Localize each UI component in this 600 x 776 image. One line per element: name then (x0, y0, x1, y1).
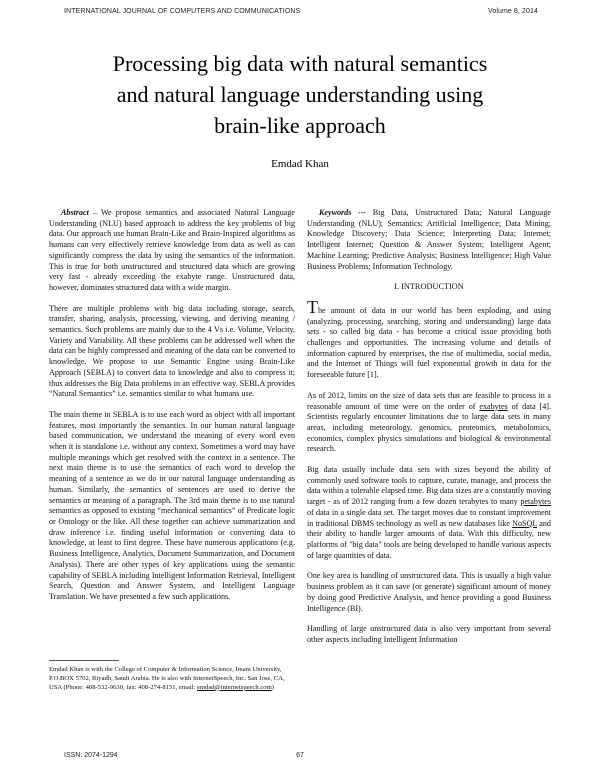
left-column (49, 208, 295, 613)
keywords-dash: --- (351, 208, 373, 217)
intro-p3-text-a: Big data usually include data sets with sizes beyond the ability of commonly used software tools to capture, curate, manage, and process the data within a tolerable elapsed time. Big data sizes are a constantly moving target - as of 2012 ranging from a few dozen terabytes to many (307, 465, 551, 507)
intro-paragraph-3 (307, 465, 551, 561)
body-paragraph-2: There are multiple problems with big data including storage, search, transfer, sharing, analysis, processing, viewing, and deriving meaning / semantics. Such problems are mainly due to the 4 Vs i.e. Volume, Velocity, Variety and Variability. All these problems can be addressed well when the data can be highly compressed and meaning of the data can be converted to knowledge. We propose to use Semantic Engine using Brain-Like Approach (SEBLA) to convert data to knowledge and also to compress it; thus addresses the Big Data problems in an effective way. SEBLA provides “Natural Semantics” i.e. semantics similar to what humans use. (49, 303, 295, 399)
journal-header: INTERNATIONAL JOURNAL OF COMPUTERS AND COMMUNICATIONS (64, 8, 301, 15)
volume-header: Volume 8, 2014 (487, 8, 538, 15)
abstract-label: Abstract (61, 208, 89, 217)
intro-paragraph-5: Handling of large unstructured data is also very important from several other aspects including Intelligent Information (307, 624, 551, 644)
issn-footer: ISSN: 2074-1294 (64, 752, 118, 759)
nosql-link[interactable]: NoSQL (512, 518, 538, 528)
intro-paragraph-1 (307, 296, 551, 381)
intro-p3-text-c: and their ability to handle larger amounts of data. With this difficulty, new platforms of "big data" tools are being developed to handle various aspects of large quantities of data. (307, 518, 551, 560)
author-name: Emdad Khan (271, 158, 329, 170)
footnote-email-link[interactable]: emdad@internetspeech.com (196, 683, 272, 691)
section-heading-introduction: I. INTRODUCTION (394, 282, 464, 292)
intro-paragraph-2 (307, 391, 551, 455)
drop-cap: T (307, 296, 318, 317)
intro-p2-text-b: of data [4]. Scientists regularly encounter limitations due to large data sets in many areas, including meteorology, genomics, proteomics, metabolomics, economics, complex physics simulations and biological & environmental research. (307, 401, 551, 454)
title-line-3: brain-like approach (214, 113, 386, 138)
intro-text: he amount of data in our world has been exploding, and using (analyzing, processing, searching, storing and understanding) large data sets - so called big data - has become a critical issue providing both challenges and opportunities. The increasing volume and details of information captured by enterprises, the rise of multimedia, social media, and the Internet of Things will fuel exponential growth in data for the foreseeable future [1]. (307, 305, 551, 380)
footnote-end: ) (271, 683, 274, 691)
footnote-rule (49, 660, 119, 661)
abstract-paragraph (49, 208, 295, 294)
petabytes-link[interactable]: petabytes (520, 497, 551, 507)
abstract-text: We propose semantics and associated Natural Language Understanding (NLU) based approach to address the key problems of big data. Our approach use human Brain-Like and Brain-Inspired algorithms as humans can very effectively retrieve knowledge from data as well as can significantly compress the data by using the semantics of the information. This is true for both unstructured and structured data which are growing very fast - already exceeding the exabyte range. Unstructured data, however, dominates structured data with a wide margin. (49, 208, 295, 292)
body-paragraph-3: The main theme in SEBLA is to use each word as object with all important features, most importantly the semantics. In our human natural language based communication, we understand the meaning of every word even when it is standalone i.e. without any context. Sometimes a word may have multiple meanings which get resolved with the context in a sentence. The next main theme is to use the semantics of each word to develop the meaning of a sentence as we do in our natural language understanding as human. Similarly, the semantics of sentences are used to derive the semantics or meaning of a paragraph. The 3rd main theme is to use natural semantics as opposed to existing “mechanical semantics” of Predicate logic or Ontology or the like. All these together can achieve summarization and draw inference i.e. finding useful information or converting data to knowledge, at least to first degree. These have numerous applications (e.g. Business Intelligence, Analytics, Document Summarization, and Document Analysis). There are other types of key applications using the semantic capability of SEBLA including Intelligent Information Retrieval, Intelligent Search, Question and Answer System, and Intelligent Language Translation. We have presented a few such applications. (49, 409, 295, 601)
exabytes-link[interactable]: exabytes (479, 401, 508, 411)
author-footnote (49, 666, 295, 692)
keywords-paragraph (307, 208, 551, 272)
abstract-dash: – (88, 208, 102, 217)
keywords-text: Big Data, Unstructured Data; Natural Language Understanding (NLU); Semantics; Artificial Intelligence; Data Mining; Knowledge Discovery; Data Science; Interpreting Data; Internet; Intelligent Internet; Question & Answer System; Intelligent Agent; Machine Learning; Predictive Analysis; Business Intelligence; High Value Business Problems; Information Technology. (307, 208, 552, 271)
right-column (307, 208, 551, 656)
intro-p3-text-b: of data in a single data set. The target moves due to constant improvement in traditional DBMS technology as well as new databases like (307, 507, 551, 528)
paper-title (60, 48, 540, 141)
title-line-2: and natural language understanding using (116, 82, 484, 107)
page-number: 67 (296, 752, 304, 759)
intro-paragraph-4: One key area is handling of unstructured data. This is usually a high value business problem as it can save (or generate) significant amount of money by doing good Predictive Analysis, and hence providing a good Business Intelligence (BI). (307, 571, 551, 613)
intro-p2-text-a: As of 2012, limits on the size of data sets that are feasible to process in a reasonable amount of time were on the order of (307, 390, 551, 411)
title-line-1: Processing big data with natural semantics (112, 51, 488, 76)
footnote-text: Emdad Khan is with the College of Computer & Information Science, Imam University, P.O.BOX 5702, Riyadh, Saudi Arabia. He is also with InternetSpeech, Inc. San Jose, CA, USA (Phone: 408-532-9630, fax: 408-274-8151, email: (49, 666, 285, 691)
keywords-label: Keywords (319, 208, 352, 217)
